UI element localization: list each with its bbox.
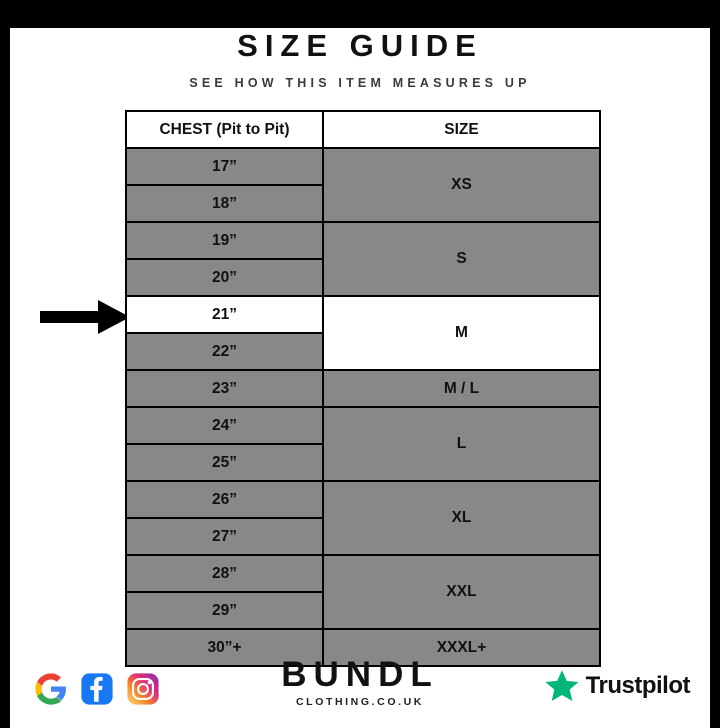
column-header-chest: CHEST (Pit to Pit) <box>126 111 323 148</box>
size-value: XXXL+ <box>323 629 600 666</box>
chest-value: 24” <box>126 407 323 444</box>
chest-value: 19” <box>126 222 323 259</box>
chest-value: 25” <box>126 444 323 481</box>
selected-size-arrow-icon <box>40 300 130 334</box>
chest-value: 27” <box>126 518 323 555</box>
brand-name: BUNDL <box>281 655 439 694</box>
footer <box>10 648 710 718</box>
chest-value: 23” <box>126 370 323 407</box>
table-row <box>126 481 600 518</box>
table-row-highlighted <box>126 296 600 333</box>
size-table-container <box>125 110 595 667</box>
chest-value: 30”+ <box>126 629 323 666</box>
chest-value: 29” <box>126 592 323 629</box>
table-row <box>126 555 600 592</box>
size-guide-card <box>10 28 710 728</box>
column-header-size: SIZE <box>323 111 600 148</box>
chest-value: 22” <box>126 333 323 370</box>
size-value: L <box>323 407 600 481</box>
trustpilot-badge[interactable] <box>544 668 690 704</box>
page-title: SIZE GUIDE <box>237 28 483 63</box>
table-row <box>126 370 600 407</box>
size-value: M <box>323 296 600 370</box>
page-subtitle: SEE HOW THIS ITEM MEASURES UP <box>189 76 531 90</box>
table-row <box>126 148 600 185</box>
size-table <box>125 110 601 667</box>
chest-value: 17” <box>126 148 323 185</box>
table-row <box>126 222 600 259</box>
size-value: M / L <box>323 370 600 407</box>
size-value: XS <box>323 148 600 222</box>
chest-value: 28” <box>126 555 323 592</box>
trustpilot-label: Trustpilot <box>585 672 690 699</box>
size-value: S <box>323 222 600 296</box>
size-value: XL <box>323 481 600 555</box>
brand-domain: CLOTHING.CO.UK <box>296 696 424 708</box>
chest-value: 26” <box>126 481 323 518</box>
trustpilot-star-icon <box>544 668 580 704</box>
chest-value: 18” <box>126 185 323 222</box>
chest-value: 21” <box>126 296 323 333</box>
chest-value: 20” <box>126 259 323 296</box>
table-row <box>126 407 600 444</box>
table-header-row <box>126 111 600 148</box>
size-value: XXL <box>323 555 600 629</box>
